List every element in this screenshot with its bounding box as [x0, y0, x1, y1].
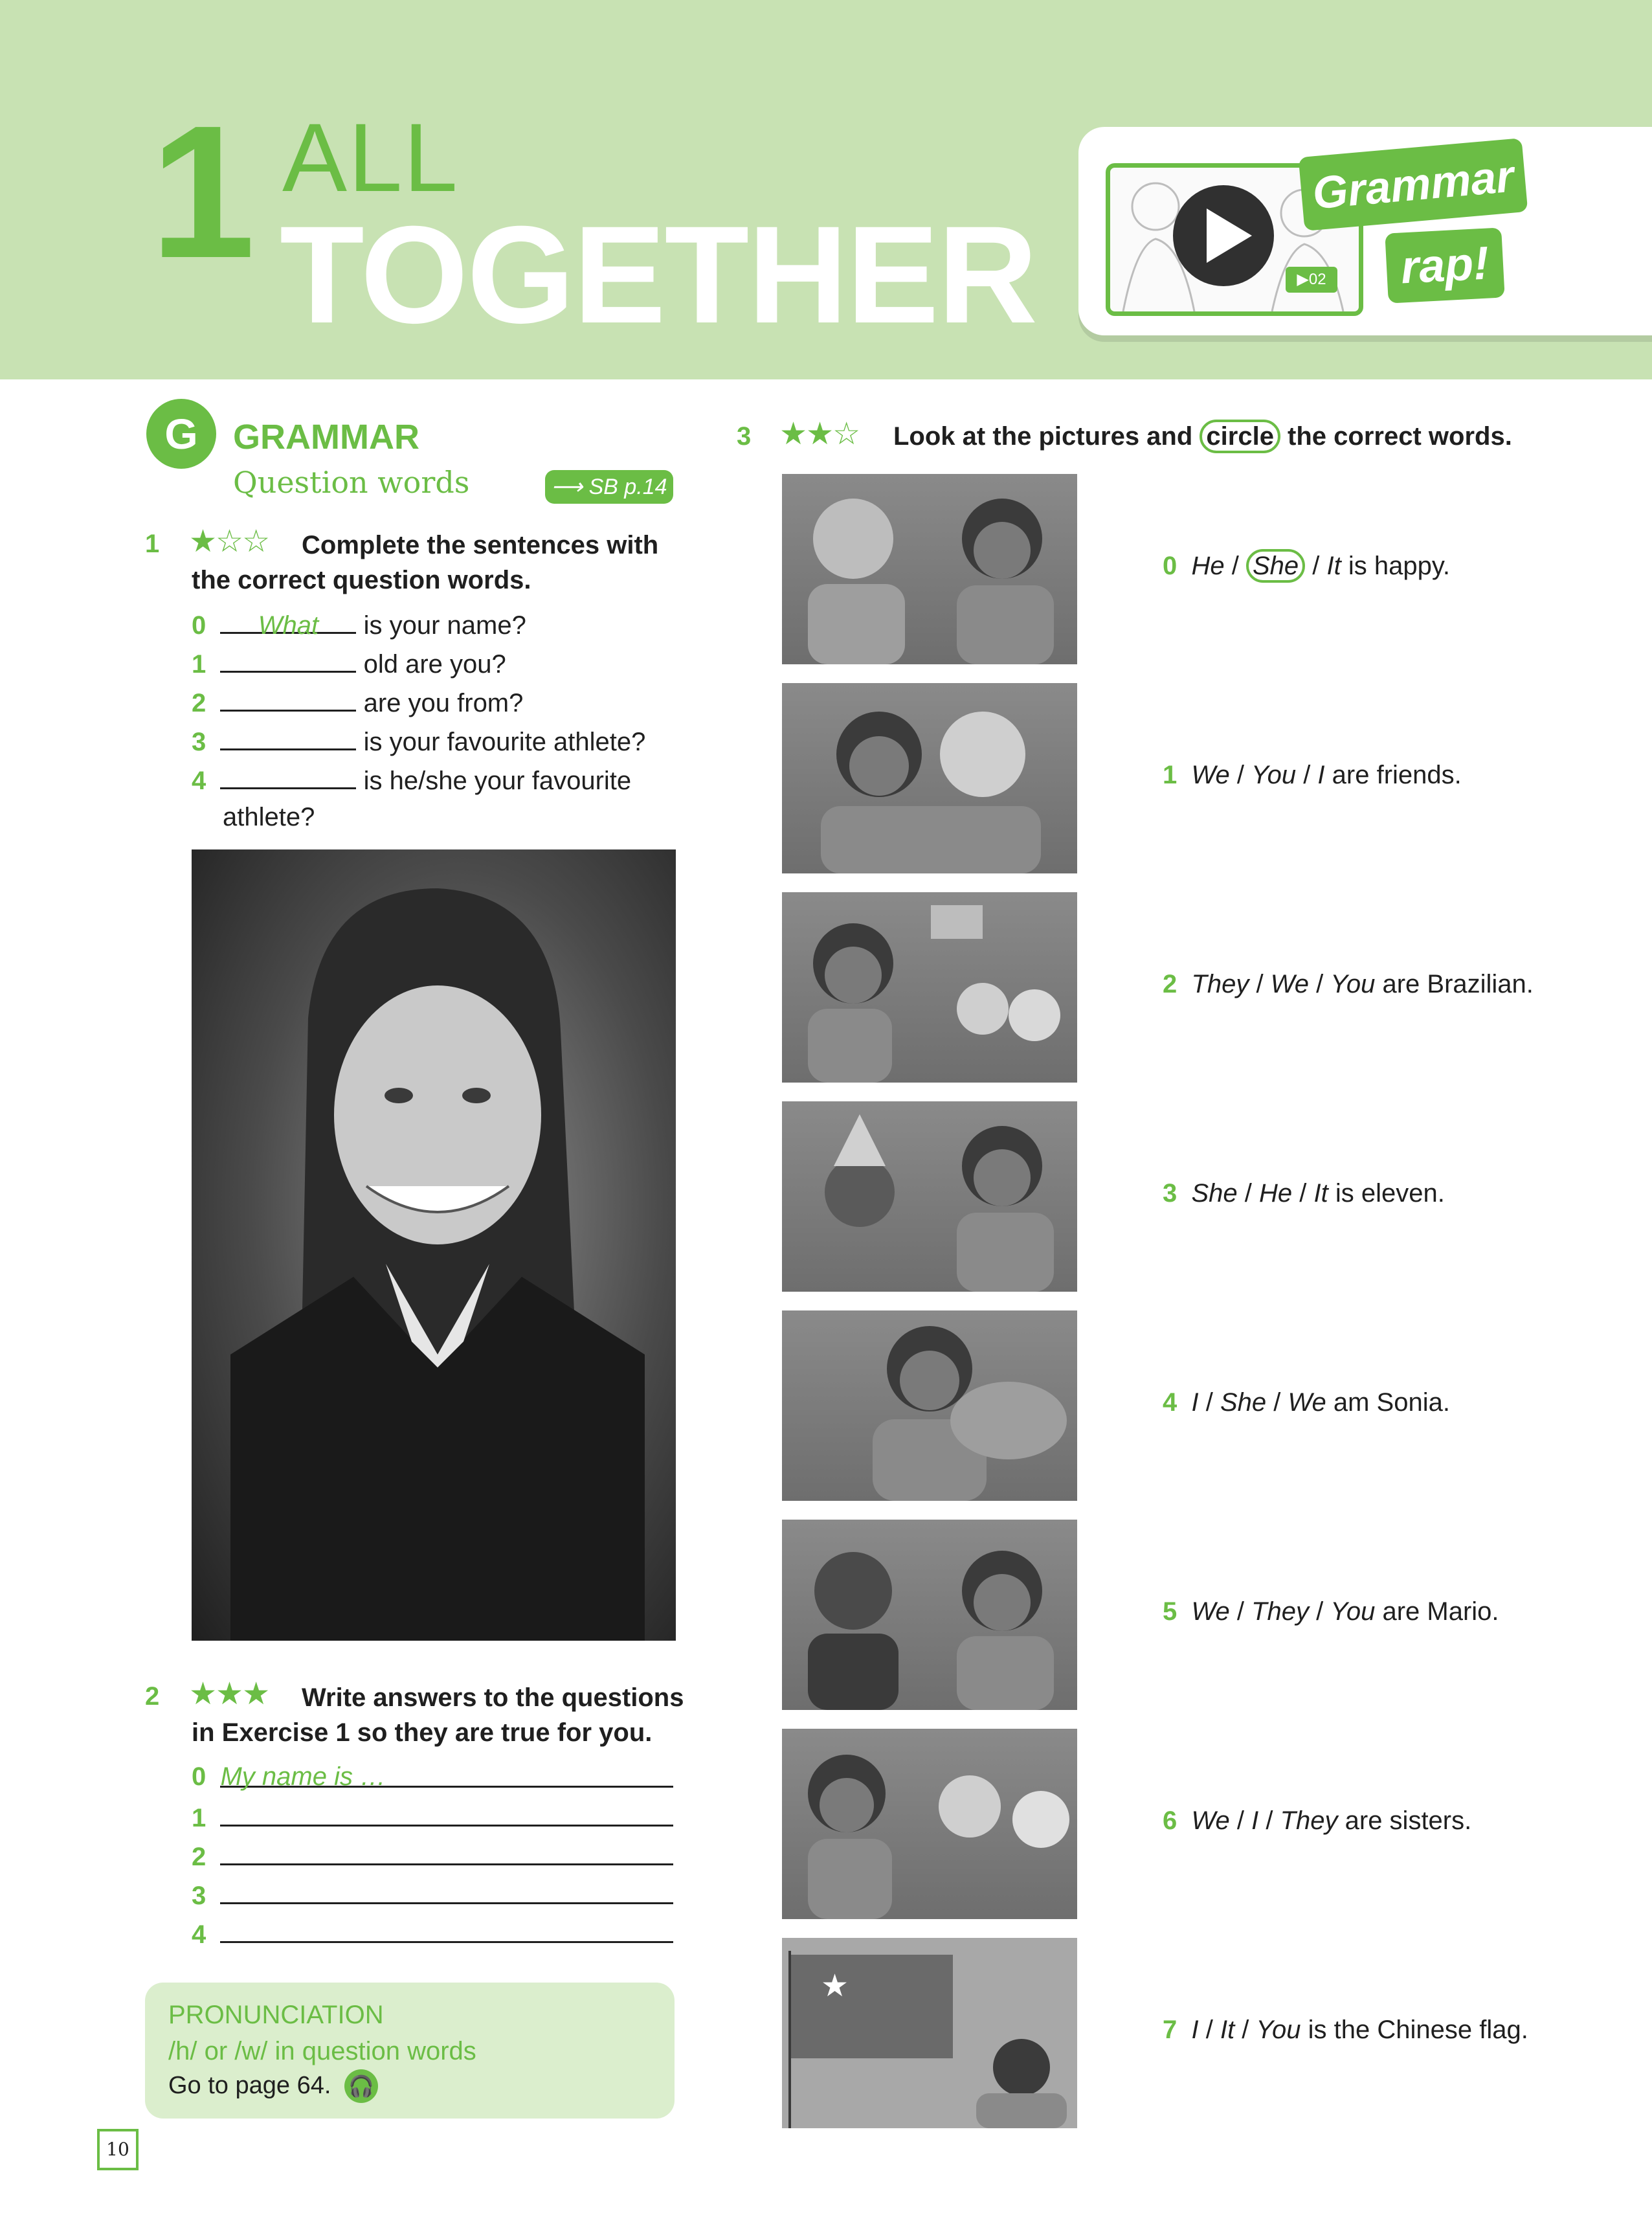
- item-number: 2: [1163, 970, 1178, 998]
- item-number: 1: [1163, 761, 1178, 789]
- rap-label-rap: rap!: [1385, 227, 1504, 303]
- item-number: 1: [192, 1804, 206, 1832]
- unit-number: 1: [150, 86, 252, 297]
- option-word[interactable]: He: [1191, 552, 1225, 580]
- answer-blank[interactable]: [220, 761, 356, 789]
- option-word[interactable]: They: [1191, 970, 1249, 998]
- item-number: 4: [1163, 1388, 1178, 1417]
- instruction-text: the correct words.: [1280, 422, 1512, 451]
- list-item: [192, 1874, 673, 1915]
- exercise-instruction: Write answers to the questions: [302, 1683, 684, 1712]
- item-number: 4: [192, 767, 206, 795]
- list-item: [192, 1913, 673, 1954]
- item-text: is your name?: [356, 611, 526, 640]
- item-text: are Mario.: [1375, 1597, 1499, 1626]
- item-text: is he/she your favourite: [356, 767, 632, 795]
- cartoon-picture: [782, 1729, 1077, 1919]
- list-item: [192, 761, 631, 800]
- exercise-instruction: [893, 418, 1512, 455]
- answer-line[interactable]: [220, 1874, 673, 1904]
- instruction-text: Look at the pictures and: [893, 422, 1200, 451]
- exercise-instruction: the correct question words.: [192, 566, 531, 594]
- answer-line[interactable]: [220, 1913, 673, 1943]
- item-number: 3: [1163, 1179, 1178, 1208]
- unit-title-line2: TOGETHER: [280, 197, 1037, 352]
- item-text: old are you?: [356, 650, 506, 679]
- option-word-circled[interactable]: She: [1246, 549, 1305, 583]
- list-item: [192, 1835, 673, 1876]
- unit-title-line1: ALL: [282, 103, 459, 212]
- option-word[interactable]: It: [1326, 552, 1341, 580]
- exercise-number: 3: [737, 422, 752, 451]
- grammar-icon: G: [146, 399, 216, 469]
- option-word[interactable]: We: [1288, 1388, 1326, 1417]
- option-word[interactable]: He: [1259, 1179, 1293, 1208]
- answer-blank[interactable]: [220, 645, 356, 673]
- list-item: 5 We / They / You are Mario.: [1163, 1597, 1499, 1626]
- answer-blank[interactable]: What: [220, 606, 356, 634]
- answer-blank[interactable]: [220, 723, 356, 750]
- answer-line[interactable]: My name is …: [220, 1757, 673, 1788]
- cartoon-picture: [782, 1310, 1077, 1501]
- item-text: is eleven.: [1328, 1179, 1445, 1208]
- section-heading: GRAMMAR: [233, 418, 419, 456]
- item-number: 0: [1163, 552, 1178, 580]
- list-item: [192, 684, 523, 723]
- svg-text:★: ★: [821, 1969, 849, 2003]
- students-book-reference: ⟶ SB p.14: [545, 470, 673, 504]
- item-text-continued: athlete?: [223, 803, 315, 831]
- list-item: [192, 645, 506, 684]
- item-number: 0: [192, 1762, 206, 1791]
- option-word[interactable]: She: [1191, 1179, 1238, 1208]
- cartoon-picture: [782, 683, 1077, 873]
- list-item: [192, 606, 526, 645]
- option-word[interactable]: I: [1191, 2016, 1199, 2044]
- item-number: 3: [192, 1882, 206, 1910]
- cartoon-picture: [782, 1101, 1077, 1292]
- option-word[interactable]: It: [1220, 2016, 1235, 2044]
- difficulty-stars: ★★☆: [779, 417, 860, 451]
- item-text: is happy.: [1341, 552, 1450, 580]
- option-word[interactable]: It: [1313, 1179, 1328, 1208]
- item-text: is the Chinese flag.: [1300, 2016, 1528, 2044]
- cartoon-picture: [782, 892, 1077, 1083]
- headphones-icon[interactable]: 🎧: [344, 2069, 378, 2103]
- cartoon-picture: [782, 1938, 1077, 2128]
- option-word[interactable]: They: [1280, 1806, 1338, 1835]
- girl-photo: [192, 849, 676, 1641]
- option-word[interactable]: They: [1251, 1597, 1310, 1626]
- list-item: 3 She / He / It is eleven.: [1163, 1179, 1445, 1208]
- item-text: are sisters.: [1337, 1806, 1472, 1835]
- option-word[interactable]: I: [1191, 1388, 1199, 1417]
- smiling-girl-illustration: [192, 849, 676, 1641]
- item-number: 2: [192, 689, 206, 717]
- option-word[interactable]: You: [1330, 1597, 1376, 1626]
- list-item: 0 He / She / It is happy.: [1163, 552, 1450, 581]
- list-item: 7 I / It / You is the Chinese flag.: [1163, 2016, 1528, 2044]
- cartoon-picture: [782, 1520, 1077, 1710]
- item-text: is your favourite athlete?: [356, 728, 646, 756]
- item-number: 6: [1163, 1806, 1178, 1835]
- item-text: are friends.: [1324, 761, 1462, 789]
- list-item: [192, 1796, 673, 1838]
- option-word[interactable]: We: [1191, 1806, 1230, 1835]
- list-item: [192, 723, 645, 761]
- difficulty-stars: ★★★: [189, 1677, 269, 1711]
- list-item: 4 I / She / We am Sonia.: [1163, 1388, 1450, 1417]
- play-icon: [1207, 208, 1252, 263]
- exercise-instruction: Complete the sentences with: [302, 531, 659, 559]
- list-item: 6 We / I / They are sisters.: [1163, 1806, 1472, 1835]
- exercise-number: 2: [145, 1682, 160, 1711]
- item-text: am Sonia.: [1326, 1388, 1450, 1417]
- list-item: [192, 1757, 673, 1796]
- page-number: 10: [97, 2129, 139, 2170]
- option-word[interactable]: We: [1191, 1597, 1230, 1626]
- difficulty-stars: ★☆☆: [189, 524, 269, 559]
- section-subheading: Question words: [233, 465, 470, 500]
- item-number: 3: [192, 728, 206, 756]
- pronunciation-subtitle: /h/ or /w/ in question words: [168, 2037, 476, 2065]
- option-word[interactable]: You: [1330, 970, 1376, 998]
- pronunciation-title: PRONUNCIATION: [168, 2001, 384, 2029]
- option-word[interactable]: You: [1251, 761, 1297, 789]
- option-word[interactable]: We: [1191, 761, 1230, 789]
- answer-line[interactable]: [220, 1796, 673, 1827]
- audio-track-badge: ▶02: [1286, 267, 1337, 293]
- item-number: 4: [192, 1920, 206, 1949]
- item-text: are you from?: [356, 689, 524, 717]
- option-word[interactable]: You: [1256, 2016, 1301, 2044]
- pronunciation-go-to: Go to page 64.: [168, 2072, 331, 2099]
- item-number: 0: [192, 611, 206, 640]
- exercise-number: 1: [145, 530, 160, 558]
- list-item: 1 We / You / I are friends.: [1163, 761, 1462, 789]
- option-word[interactable]: She: [1220, 1388, 1267, 1417]
- exercise-instruction: in Exercise 1 so they are true for you.: [192, 1718, 653, 1747]
- item-number: 5: [1163, 1597, 1178, 1626]
- item-number: 7: [1163, 2016, 1178, 2044]
- list-item: 2 They / We / You are Brazilian.: [1163, 970, 1534, 998]
- option-word[interactable]: I: [1317, 761, 1325, 789]
- option-word[interactable]: We: [1270, 970, 1310, 998]
- item-number: 1: [192, 650, 206, 679]
- answer-blank[interactable]: [220, 684, 356, 712]
- cartoon-picture: [782, 474, 1077, 664]
- circle-word: circle: [1200, 420, 1280, 453]
- item-text: are Brazilian.: [1375, 970, 1534, 998]
- answer-line[interactable]: [220, 1835, 673, 1865]
- rap-label-grammar: Grammar: [1299, 138, 1528, 231]
- item-number: 2: [192, 1843, 206, 1871]
- option-word[interactable]: I: [1251, 1806, 1259, 1835]
